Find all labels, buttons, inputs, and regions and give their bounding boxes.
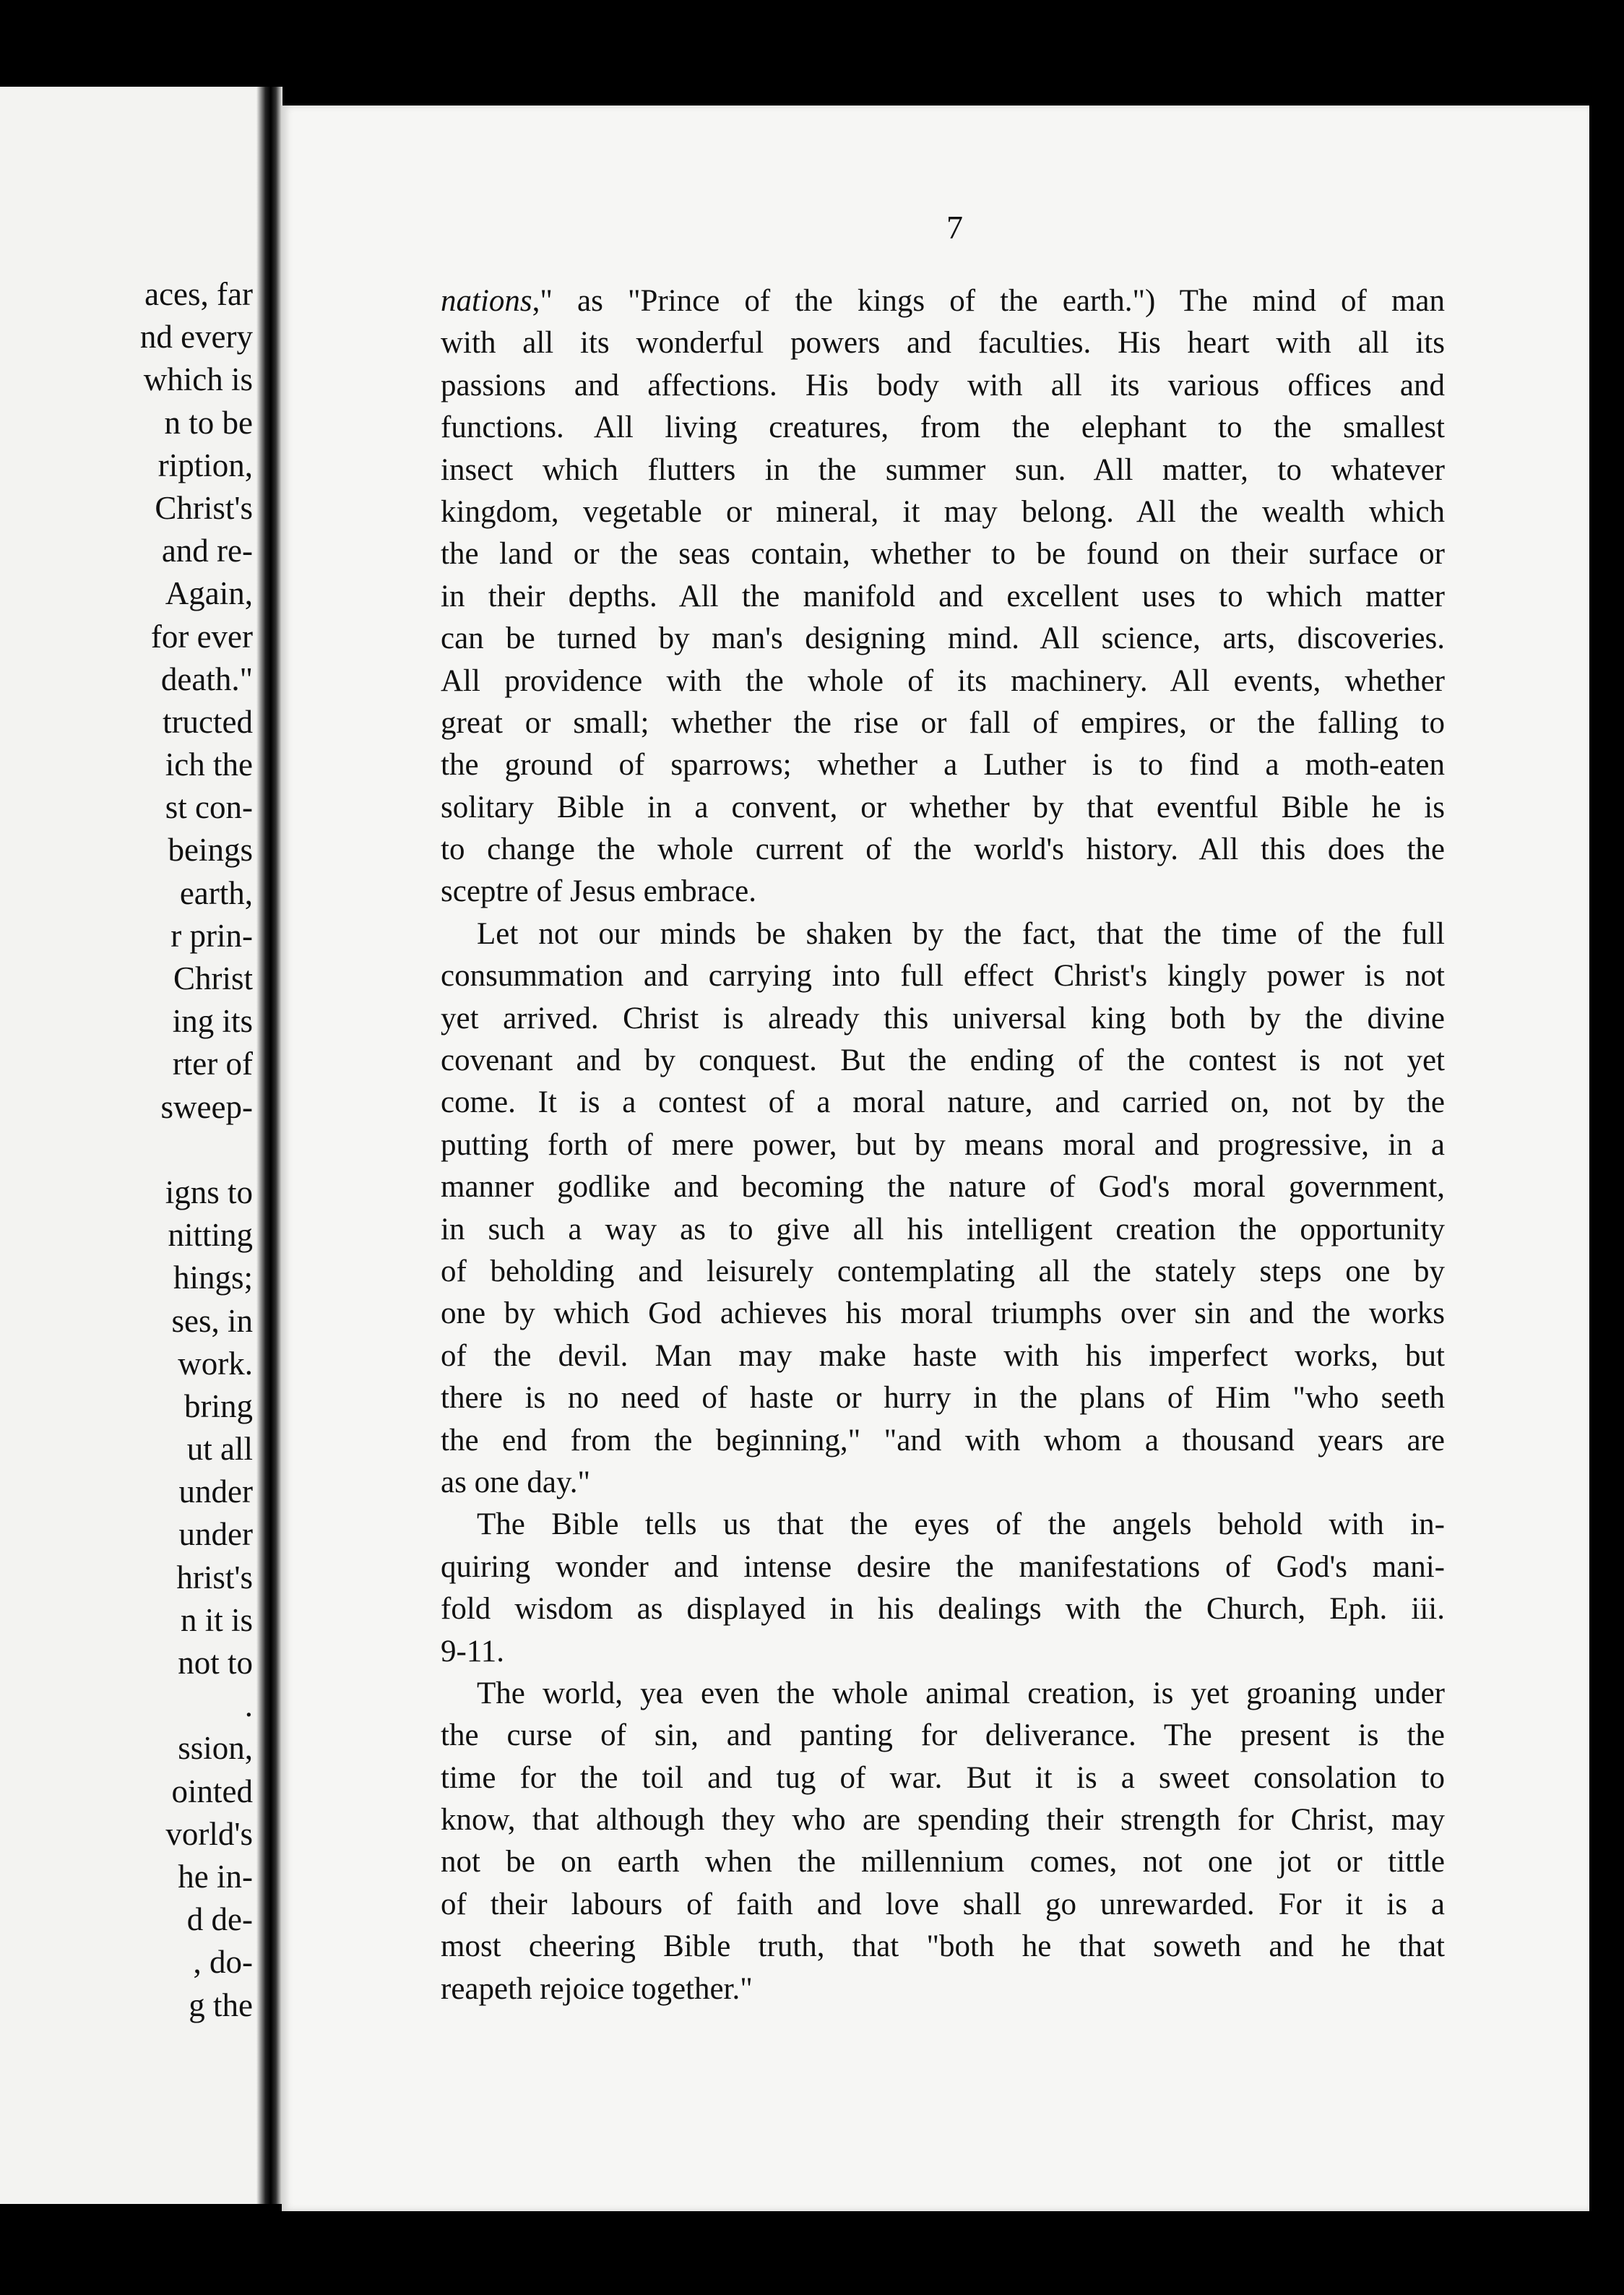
left-page-line: tructed <box>163 703 253 740</box>
left-page-line: n it is <box>180 1601 253 1638</box>
text-line: The Bible tells us that the eyes of the angels behold with in- <box>477 1507 1445 1542</box>
text-line: insect which flutters in the summer sun. All matter, to whatever <box>441 452 1445 487</box>
left-page-line: and re- <box>161 533 253 569</box>
left-page-line <box>7 1129 253 1171</box>
left-page-line: aces, far <box>144 276 253 312</box>
text-line: reapeth rejoice together." <box>441 1971 753 2006</box>
left-page-line: ription, <box>157 447 253 483</box>
left-page-line: nitting <box>168 1217 253 1254</box>
text-line: passions and affections. His body with all its various offices and <box>441 368 1445 402</box>
left-page-line: not to <box>178 1645 253 1681</box>
italic-word: nations <box>441 284 532 318</box>
text-line: kingdom, vegetable or mineral, it may belong. All the wealth which <box>441 494 1445 529</box>
left-page-line: ich the <box>165 746 253 783</box>
left-page-line: rter of <box>172 1046 253 1082</box>
left-page-line: ssion, <box>178 1730 253 1767</box>
text-line: the land or the seas contain, whether to be found on their surface or <box>441 537 1445 572</box>
text-line: quiring wonder and intense desire the manifestations of God's mani- <box>441 1549 1445 1584</box>
left-page-line: r prin- <box>170 917 253 954</box>
paragraph <box>441 913 1445 1504</box>
paragraph <box>441 1504 1445 1673</box>
text-line: one by which God achieves his moral triumphs over sin and the works <box>441 1296 1445 1331</box>
text-line: manner godlike and becoming the nature of God's moral government, <box>441 1170 1445 1205</box>
text-line: the ground of sparrows; whether a Luther is to find a moth-eaten <box>441 748 1445 783</box>
text-line: sceptre of Jesus embrace. <box>441 874 756 909</box>
left-page-line: st con- <box>165 789 253 826</box>
text-line: nations," as "Prince of the kings of the earth.") The mind of man <box>441 284 1445 318</box>
left-page-line: ses, in <box>171 1302 253 1339</box>
left-page-text-fragments <box>7 273 253 2027</box>
text-line: of the devil. Man may make haste with his imperfect works, but <box>441 1338 1445 1373</box>
left-page-line: n to be <box>164 404 253 441</box>
text-line: fold wisdom as displayed in his dealings with the Church, Eph. iii. <box>441 1592 1445 1627</box>
left-page-line: work. <box>178 1345 253 1382</box>
text-line: functions. All living creatures, from the elephant to the smallest <box>441 410 1445 445</box>
text-line: of beholding and leisurely contemplating all the stately steps one by <box>441 1254 1445 1288</box>
text-line: can be turned by man's designing mind. All science, arts, discoveries. <box>441 621 1445 656</box>
left-page-line: sweep- <box>160 1088 253 1125</box>
left-page-line: Christ <box>173 960 253 996</box>
left-page-line: hrist's <box>176 1559 253 1596</box>
text-line: not be on earth when the millennium comes, not one jot or tittle <box>441 1845 1445 1880</box>
left-page-line: which is <box>143 361 253 398</box>
left-page-line: g the <box>189 1986 253 2023</box>
left-page-line: vorld's <box>165 1815 253 1852</box>
paragraph <box>441 280 1445 913</box>
text-line: come. It is a contest of a moral nature, and carried on, not by the <box>441 1085 1445 1120</box>
text-line: with all its wonderful powers and faculties. His heart with all its <box>441 326 1445 361</box>
text-line: solitary Bible in a convent, or whether by that eventful Bible he is <box>441 790 1445 824</box>
left-page-line: under <box>178 1473 253 1510</box>
left-page-line: Christ's <box>155 489 253 526</box>
left-page-line: he in- <box>178 1858 253 1895</box>
left-page-line: , do- <box>193 1944 253 1981</box>
text-line: as one day." <box>441 1465 591 1499</box>
left-page-line: earth, <box>179 874 253 911</box>
book-gutter <box>256 87 282 2204</box>
left-page-line: for ever <box>150 618 253 655</box>
text-line: 9-11. <box>441 1634 504 1668</box>
left-page-line: Again, <box>165 575 253 612</box>
text-line: in such a way as to give all his intelligent creation the opportunity <box>441 1212 1445 1246</box>
left-facing-page <box>0 87 269 2204</box>
paragraph <box>441 1673 1445 2010</box>
text-line: the curse of sin, and panting for deliverance. The present is the <box>441 1718 1445 1753</box>
page-body-text <box>441 280 1445 2010</box>
left-page-line: beings <box>168 832 253 869</box>
text-line: to change the whole current of the world's history. All this does the <box>441 832 1445 867</box>
text-line: The world, yea even the whole animal creation, is yet groaning under <box>477 1676 1445 1710</box>
text-line: great or small; whether the rise or fall of empires, or the falling to <box>441 705 1445 740</box>
text-line: All providence with the whole of its machinery. All events, whether <box>441 663 1445 698</box>
left-page-line: bring <box>184 1387 253 1424</box>
left-page-line: hings; <box>173 1260 253 1296</box>
text-line: Let not our minds be shaken by the fact, that the time of the full <box>477 916 1445 951</box>
text-line: of their labours of faith and love shall go unrewarded. For it is a <box>441 1887 1445 1921</box>
text-line: time for the toil and tug of war. But it is a sweet consolation to <box>441 1760 1445 1795</box>
text-line: in their depths. All the manifold and excellent uses to which matter <box>441 579 1445 613</box>
left-page-line: ut all <box>186 1431 253 1468</box>
left-page-line: igns to <box>165 1174 253 1210</box>
text-line: there is no need of haste or hurry in the plans of Him "who seeth <box>441 1381 1445 1416</box>
left-page-line: d de- <box>186 1901 253 1938</box>
text-line: covenant and by conquest. But the ending of the contest is not yet <box>441 1043 1445 1078</box>
text-line: putting forth of mere power, but by means moral and progressive, in a <box>441 1127 1445 1162</box>
left-page-line: . <box>244 1687 253 1724</box>
text-line: most cheering Bible truth, that "both he that soweth and he that <box>441 1929 1445 1964</box>
page-number: 7 <box>946 209 963 246</box>
text-line: know, that although they who are spending their strength for Christ, may <box>441 1803 1445 1838</box>
text-line: yet arrived. Christ is already this universal king both by the divine <box>441 1001 1445 1035</box>
text-line: the end from the beginning," "and with whom a thousand years are <box>441 1423 1445 1457</box>
text-line: consummation and carrying into full effect Christ's kingly power is not <box>441 959 1445 994</box>
left-page-line: under <box>178 1516 253 1553</box>
left-page-line: ointed <box>171 1773 253 1809</box>
left-page-line: nd every <box>139 319 253 356</box>
left-page-line: ing its <box>172 1003 253 1040</box>
left-page-line: death." <box>160 660 253 697</box>
